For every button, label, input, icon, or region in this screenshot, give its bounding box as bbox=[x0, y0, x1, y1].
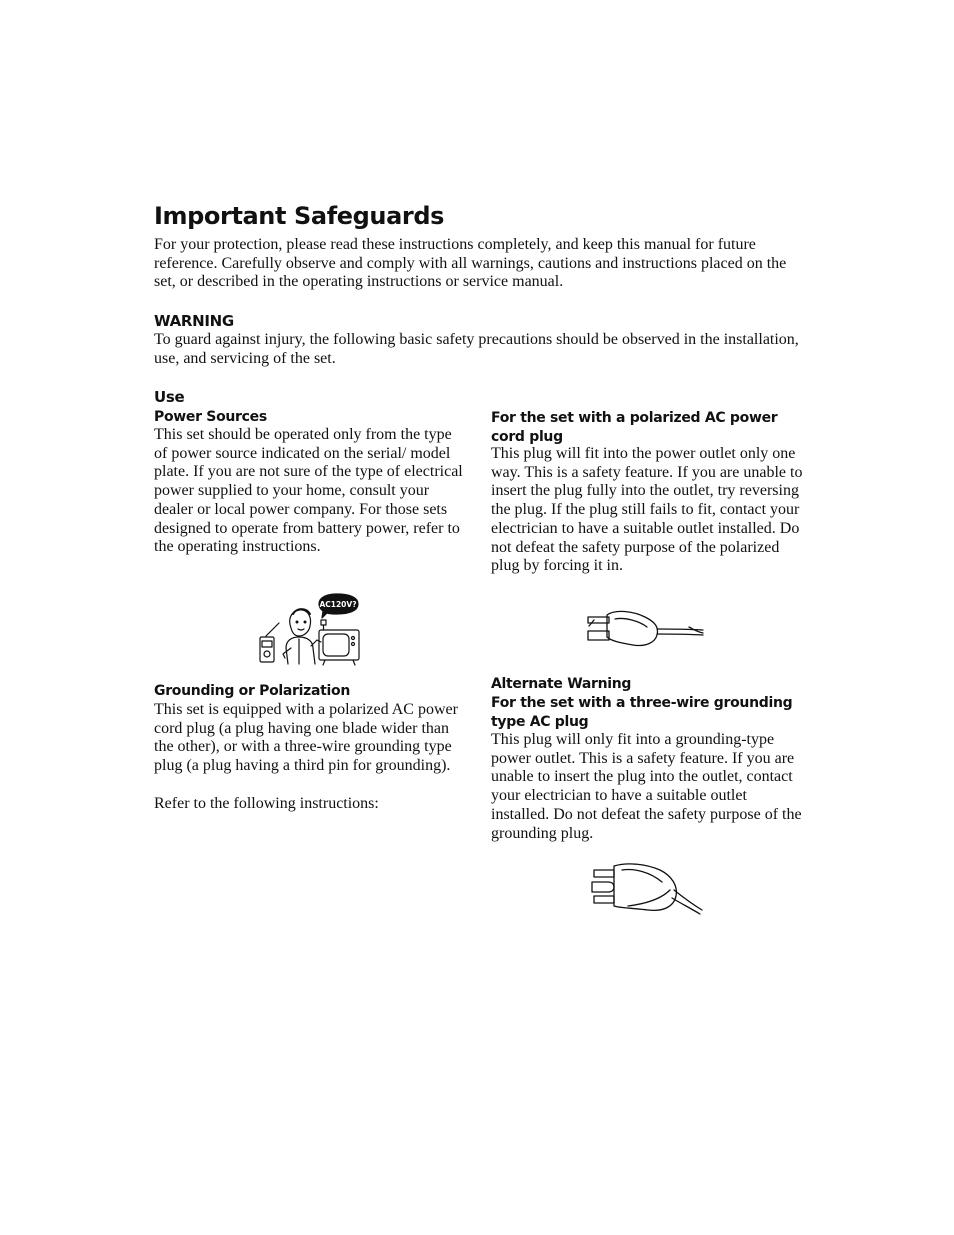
power-sources-heading: Power Sources bbox=[154, 409, 267, 425]
three-wire-plug-heading: For the set with a three-wire grounding type AC plug bbox=[491, 695, 793, 730]
grounding-heading: Grounding or Polarization bbox=[154, 683, 351, 699]
polarized-plug-text: This plug will fit into the power outlet only one way. This is a safety feature. If you are unable to insert the plug fully into the outlet, try reversing the plug. If the plug still fails to fit, contact your electrician to have a suitable outlet installed. Do not defeat the safety purpose of the polarized plug by forcing it in. bbox=[491, 445, 803, 575]
warning-heading: WARNING bbox=[154, 312, 234, 330]
polarized-plug-heading: For the set with a polarized AC power cord plug bbox=[491, 410, 778, 445]
three-wire-plug-text: This plug will only fit into a grounding-type power outlet. This is a safety feature. If you are unable to insert the plug into the outlet, contact your electrician to have a suitable outlet installed. Do not defeat the safety purpose of the grounding plug. bbox=[491, 731, 802, 842]
intro-paragraph: For your protection, please read these instructions completely, and keep this manual for future reference. Carefully observe and comply with all warnings, cautions and instructions placed on the set, or described in the operating instructions or service manual. bbox=[154, 236, 787, 291]
grounding-text: This set is equipped with a polarized AC power cord plug (a plug having one blade wider than the other), or with a three-wire grounding type plug (a plug having a third pin for grounding). bbox=[154, 701, 458, 775]
grounding-refer-text: Refer to the following instructions: bbox=[154, 795, 379, 812]
alternate-warning-heading: Alternate Warning bbox=[491, 676, 632, 692]
grounding-plug-illustration bbox=[588, 860, 704, 916]
person-with-radio-and-tv-illustration bbox=[255, 590, 365, 666]
speech-bubble-text: AC120V? bbox=[319, 600, 357, 609]
power-sources-text: This set should be operated only from the type of power source indicated on the serial/ model plate. If you are not sure of the type of electrical power supplied to your home, consult your dealer or local power company. For those sets designed to operate from battery power, refer to the operating instructions. bbox=[154, 426, 463, 556]
page-title: Important Safeguards bbox=[154, 202, 444, 230]
use-heading: Use bbox=[154, 388, 185, 406]
polarized-plug-illustration bbox=[585, 607, 705, 655]
warning-text: To guard against injury, the following basic safety precautions should be observed in the installation, use, and servicing of the set. bbox=[154, 331, 799, 367]
